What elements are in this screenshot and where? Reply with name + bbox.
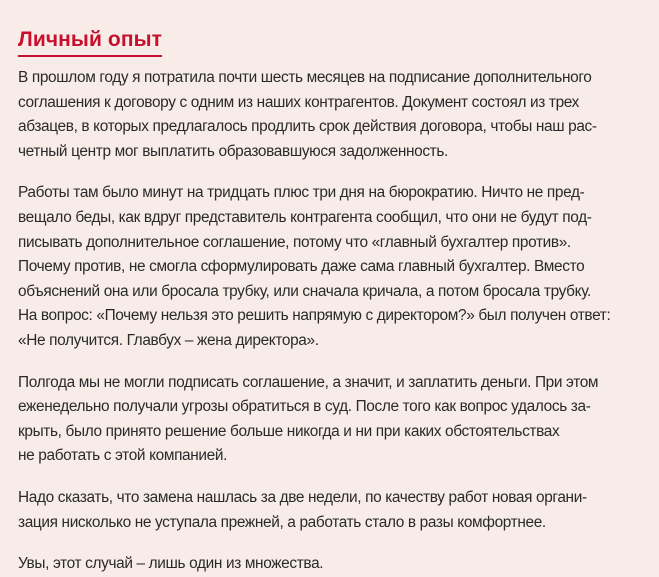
text-line: На вопрос: «Почему нельзя это решить напрямую с директором?» был получен ответ: — [18, 307, 611, 325]
paragraph-4 — [18, 486, 649, 535]
text-line: абзацев, в которых предлагалось продлить срок действия договора, чтобы наш рас- — [18, 118, 597, 136]
text-line: крыть, было принято решение больше никогда и ни при каких обстоятельствах — [18, 422, 560, 440]
text-line: еженедельно получали угрозы обратиться в суд. После того как вопрос удалось за- — [18, 398, 591, 416]
text-line: вещало беды, как вдруг представитель контрагента сообщил, что они не будут под- — [18, 208, 592, 226]
text-line: Увы, этот случай – лишь один из множества. — [18, 555, 324, 573]
text-line: Полгода мы не могли подписать соглашение, а значит, и заплатить деньги. При этом — [18, 373, 599, 391]
text-line: объяснений она или бросала трубку, или сначала кричала, а потом бросала трубку. — [18, 282, 591, 300]
text-line: Работы там было минут на тридцать плюс три дня на бюрократию. Ничто не пред- — [18, 184, 585, 202]
text-line: соглашения к договору с одним из наших контрагентов. Документ состоял из трех — [18, 93, 580, 111]
text-line: «Не получится. Главбух – жена директора». — [18, 331, 319, 349]
text-line: зация нисколько не уступала прежней, а работать стало в разы комфортнее. — [18, 513, 546, 531]
text-line: четный центр мог выплатить образовавшуюся задолженность. — [18, 142, 448, 160]
paragraph-3 — [18, 371, 649, 469]
paragraph-2 — [18, 181, 649, 353]
text-line: Почему против, не смогла сформулировать даже сама главный бухгалтер. Вместо — [18, 258, 585, 276]
text-line: писывать дополнительное соглашение, потому что «главный бухгалтер против». — [18, 233, 571, 251]
article-heading: Личный опыт — [18, 26, 162, 57]
text-line: не работать с этой компанией. — [18, 447, 228, 465]
text-line: В прошлом году я потратила почти шесть месяцев на подписание дополнительного — [18, 69, 592, 86]
paragraph-1 — [18, 66, 649, 164]
paragraph-5 — [18, 552, 649, 577]
text-line: Надо сказать, что замена нашлась за две недели, по качеству работ новая органи- — [18, 488, 587, 506]
